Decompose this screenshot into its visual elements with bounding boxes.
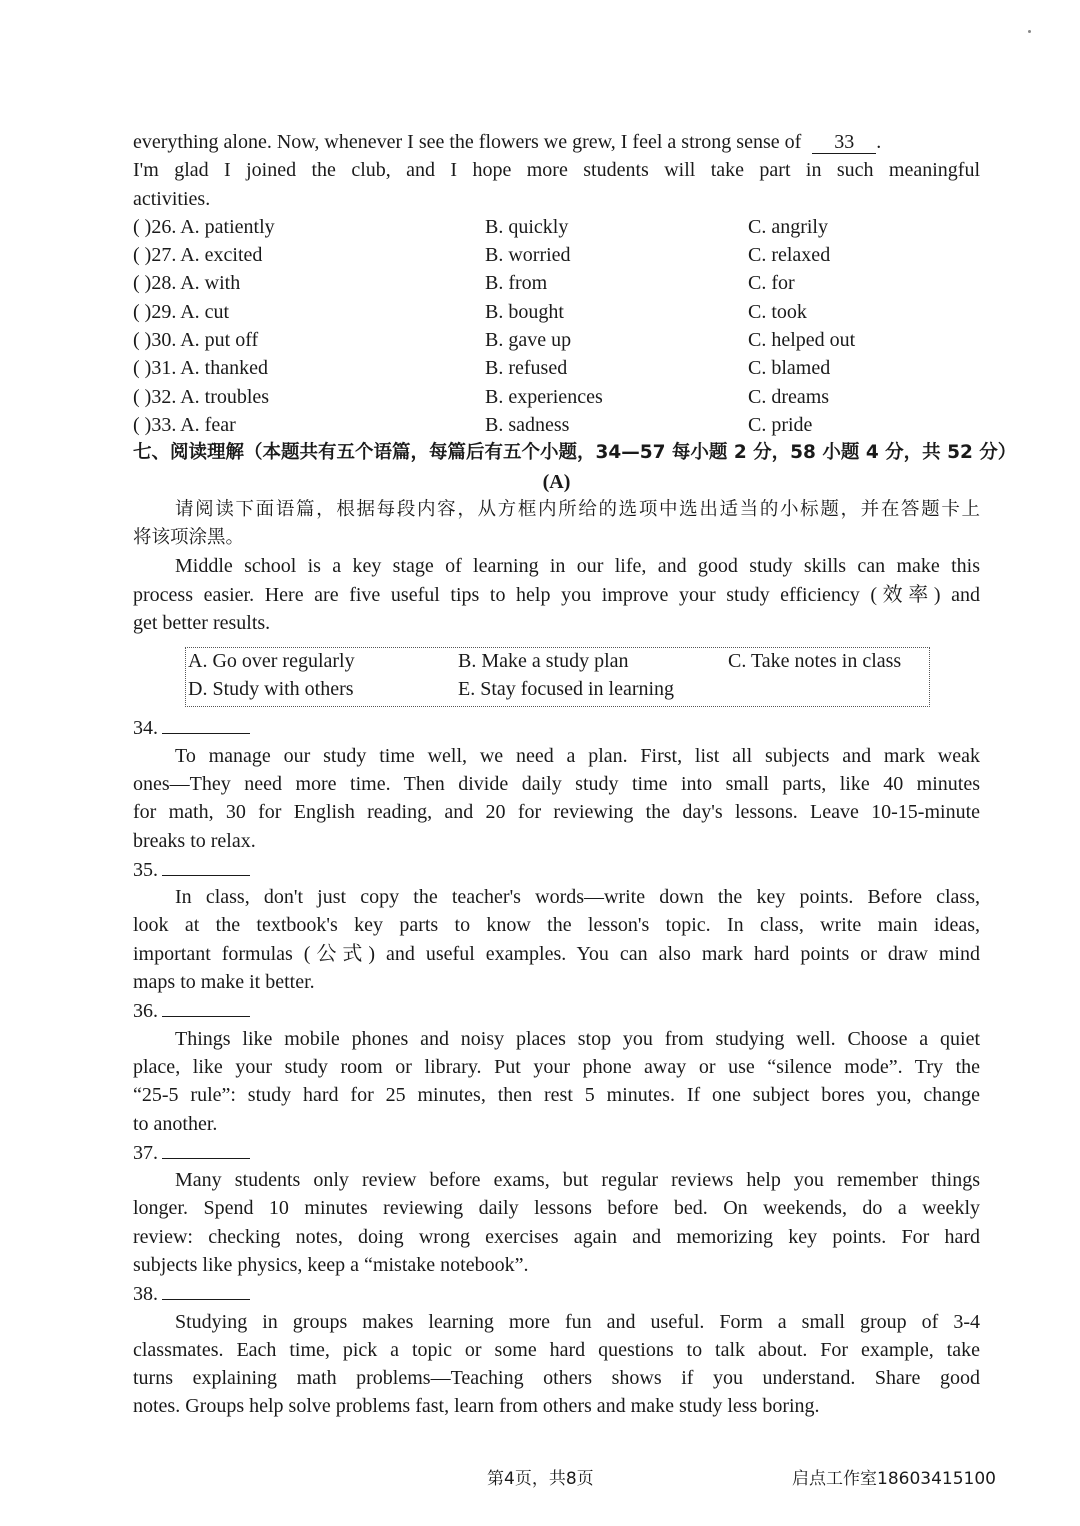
option-b: B. sadness [485, 413, 570, 436]
item-number: 38. [133, 1283, 158, 1306]
answer-blank [162, 855, 250, 876]
intro-line: get better results. [133, 612, 271, 635]
option-c: C. for [748, 272, 795, 295]
item-line: Many students only review before exams, but regular reviews help you remember things [175, 1169, 980, 1192]
passage-line: everything alone. Now, whenever I see the flowers we grew, I feel a strong sense of 33 . [133, 131, 882, 153]
option-c: C. relaxed [748, 244, 831, 267]
item-line: notes. Groups help solve problems fast, learn from others and make study less boring. [133, 1395, 820, 1418]
option-a: ( )30. A. put off [133, 329, 259, 352]
option-b: B. from [485, 272, 548, 295]
option-a: ( )33. A. fear [133, 413, 236, 436]
item-number: 34. [133, 717, 158, 740]
item-line: maps to make it better. [133, 971, 315, 994]
option-b: B. Make a study plan [458, 650, 629, 673]
mc-question [133, 326, 980, 354]
item-line: classmates. Each time, pick a topic or some hard questions to talk about. For example, take [133, 1338, 980, 1361]
mc-question-list [133, 213, 980, 439]
reading-item [133, 855, 980, 996]
instruction-line: 将该项涂黑。 [133, 527, 245, 549]
scan-speck [1028, 30, 1031, 33]
passage-line: activities. [133, 187, 211, 210]
item-line: to another. [133, 1112, 218, 1135]
option-e: E. Stay focused in learning [458, 678, 675, 701]
item-number-line [133, 996, 980, 1024]
mc-question [133, 241, 980, 269]
item-number-line [133, 1279, 980, 1307]
item-line: look at the textbook's key parts to know the lesson's topic. In class, write main ideas, [133, 914, 980, 937]
option-d: D. Study with others [188, 678, 354, 701]
option-c: C. dreams [748, 385, 830, 408]
item-number-line [133, 1138, 980, 1166]
option-b: B. bought [485, 300, 564, 323]
option-c: C. helped out [748, 329, 856, 352]
option-a: ( )29. A. cut [133, 300, 230, 323]
item-line: place, like your study room or library. Put your phone away or use “silence mode”. Try the [133, 1055, 980, 1078]
item-number: 36. [133, 1000, 158, 1023]
item-number: 35. [133, 858, 158, 881]
page-content [133, 128, 1017, 1421]
answer-blank [162, 1138, 250, 1159]
item-line: In class, don't just copy the teacher's words—write down the key points. Before class, [175, 886, 980, 909]
passage-subtitle: (A) [542, 470, 571, 493]
item-list [133, 713, 980, 1420]
item-line: subjects like physics, keep a “mistake notebook”. [133, 1253, 529, 1276]
item-number-line [133, 855, 980, 883]
option-c: C. pride [748, 413, 813, 436]
answer-blank [162, 713, 250, 734]
option-c: C. took [748, 300, 807, 323]
section-heading: 七、阅读理解（本题共有五个语篇，每篇后有五个小题，34—57 每小题 2 分，58 小题 4 分，共 52 分） [133, 442, 1017, 464]
options-box [185, 647, 930, 707]
item-line: longer. Spend 10 minutes reviewing daily lessons before bed. On weekends, do a weekly [133, 1197, 980, 1220]
option-a: ( )32. A. troubles [133, 385, 270, 408]
reading-item [133, 713, 980, 854]
option-b: B. worried [485, 244, 571, 267]
mc-question [133, 354, 980, 382]
mc-question [133, 298, 980, 326]
intro-line: process easier. Here are five useful tips to help you improve your study efficiency (效率) and [133, 583, 980, 606]
item-number-line [133, 713, 980, 741]
item-line: for math, 30 for English reading, and 20 for reviewing the day's lessons. Leave 10-15-minute [133, 801, 980, 824]
reading-item [133, 996, 980, 1137]
item-line: important formulas (公式) and useful examples. You can also mark hard points or draw mind [133, 942, 980, 965]
item-line: ones—They need more time. Then divide daily study time into small parts, like 40 minutes [133, 772, 980, 795]
option-a: ( )31. A. thanked [133, 357, 268, 380]
answer-blank [162, 1279, 250, 1300]
item-line: Things like mobile phones and noisy places stop you from studying well. Choose a quiet [175, 1027, 980, 1050]
reading-item [133, 1138, 980, 1279]
item-line: review: checking notes, doing wrong exercises again and memorizing key points. For hard [133, 1225, 980, 1248]
blank-33: 33 [812, 131, 876, 154]
reading-item [133, 1279, 980, 1420]
option-c: C. angrily [748, 215, 828, 238]
studio-credit: 启点工作室18603415100 [792, 1469, 996, 1489]
passage-text: everything alone. Now, whenever I see the flowers we grew, I feel a strong sense of [133, 131, 802, 153]
option-a: ( )28. A. with [133, 272, 241, 295]
mc-question [133, 383, 980, 411]
option-a: A. Go over regularly [188, 650, 355, 673]
option-b: B. gave up [485, 329, 572, 352]
answer-blank [162, 996, 250, 1017]
item-line: “25-5 rule”: study hard for 25 minutes, then rest 5 minutes. If one subject bores you, change [133, 1084, 980, 1107]
mc-question [133, 411, 980, 439]
option-c: C. blamed [748, 357, 831, 380]
item-line: To manage our study time well, we need a plan. First, list all subjects and mark weak [175, 744, 980, 767]
mc-question [133, 213, 980, 241]
option-b: B. quickly [485, 215, 569, 238]
page-number: 第4页，共8页 [487, 1469, 594, 1489]
mc-question [133, 269, 980, 297]
option-b: B. refused [485, 357, 568, 380]
option-c: C. Take notes in class [728, 650, 902, 673]
option-a: ( )27. A. excited [133, 244, 263, 267]
item-line: turns explaining math problems—Teaching others shows if you understand. Share good [133, 1367, 980, 1390]
instruction-line: 请阅读下面语篇，根据每段内容，从方框内所给的选项中选出适当的小标题，并在答题卡上 [175, 498, 980, 520]
option-a: ( )26. A. patiently [133, 215, 275, 238]
passage-line: I'm glad I joined the club, and I hope more students will take part in such meaningful [133, 159, 980, 182]
item-line: breaks to relax. [133, 829, 256, 852]
intro-line: Middle school is a key stage of learning in our life, and good study skills can make this [175, 555, 980, 578]
item-number: 37. [133, 1141, 158, 1164]
item-line: Studying in groups makes learning more fun and useful. Form a small group of 3-4 [175, 1310, 980, 1333]
option-b: B. experiences [485, 385, 603, 408]
